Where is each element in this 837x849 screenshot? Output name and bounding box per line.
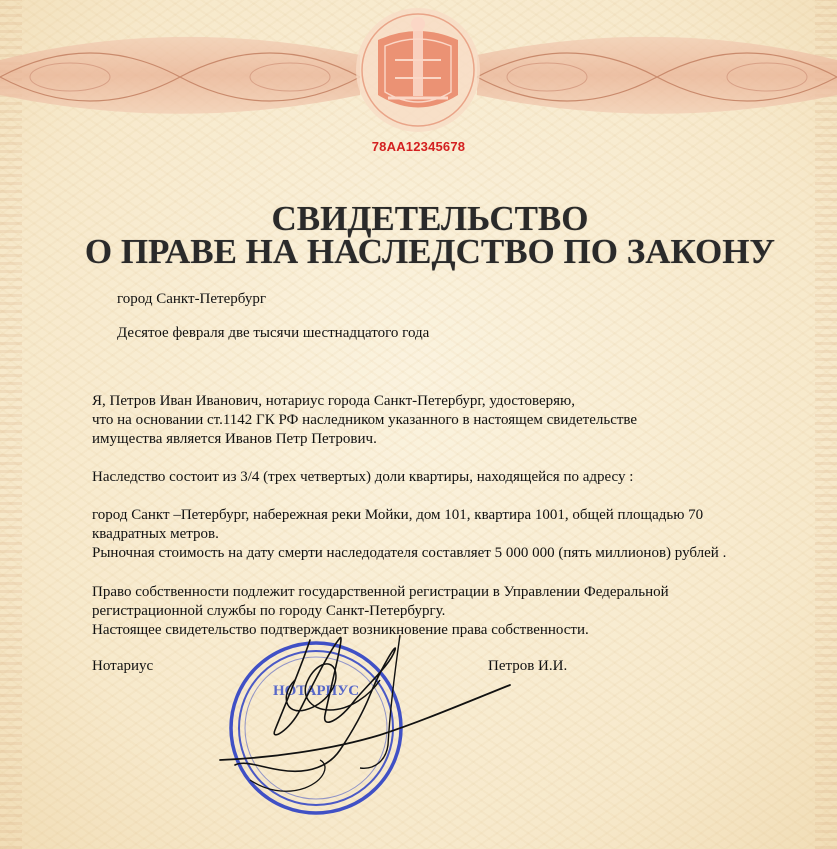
date-line: Десятое февраля две тысячи шестнадцатого года [117, 325, 430, 341]
notary-label: Нотариус [92, 658, 154, 674]
body-text-line: город Санкт –Петербург, набережная реки Мойки, дом 101, квартира 1001, общей площадью 70 [92, 507, 704, 523]
body-text-line: Рыночная стоимость на дату смерти наследодателя составляет 5 000 000 (пять миллионов) рублей . [92, 545, 727, 561]
body-text-line: что на основании ст.1142 ГК РФ наследником указанного в настоящем свидетельстве [92, 412, 638, 428]
emblem-icon [356, 8, 480, 132]
signature-scribble [190, 610, 520, 810]
document-title-line1: СВИДЕТЕЛЬСТВО [271, 199, 589, 238]
notary-name: Петров И.И. [488, 658, 568, 674]
body-text-line: квадратных метров. [92, 526, 219, 542]
header-ornament [0, 0, 837, 140]
document-title-line2: О ПРАВЕ НА НАСЛЕДСТВО ПО ЗАКОНУ [84, 232, 776, 271]
serial-number: 78АА12345678 [371, 139, 466, 154]
city-line: город Санкт-Петербург [117, 291, 266, 307]
body-text-line: регистрационной службы по городу Санкт-Петербургу. [92, 603, 446, 619]
body-text-line: имущества является Иванов Петр Петрович. [92, 431, 377, 447]
body-text-line: Я, Петров Иван Иванович, нотариус города Санкт-Петербург, удостоверяю, [92, 393, 575, 409]
body-text-line: Настоящее свидетельство подтверждает возникновение права собственности. [92, 622, 589, 638]
body-text-line: Наследство состоит из 3/4 (трех четвертых) доли квартиры, находящейся по адресу : [92, 469, 634, 485]
body-text-line: Право собственности подлежит государственной регистрации в Управлении Федеральной [92, 584, 669, 600]
stamp-text: НОТАРИУС [272, 683, 360, 699]
